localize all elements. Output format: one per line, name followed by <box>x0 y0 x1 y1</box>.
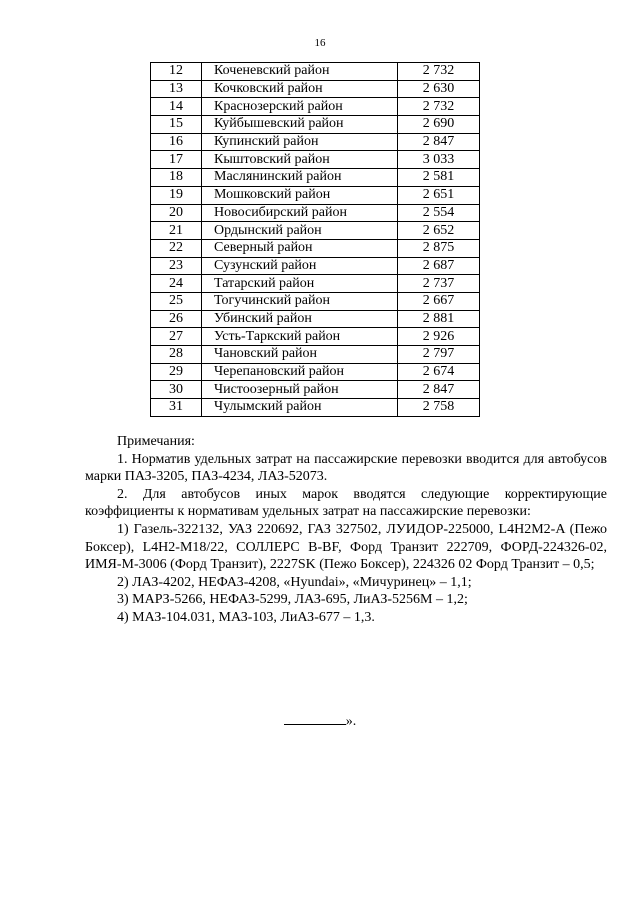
district-name-cell: Чистоозерный район <box>202 381 398 399</box>
table-row <box>151 328 480 346</box>
table-row <box>151 204 480 222</box>
district-name-cell: Ордынский район <box>202 222 398 240</box>
table-row <box>151 98 480 116</box>
rate-value-cell: 2 554 <box>398 204 480 222</box>
rate-value-cell: 2 690 <box>398 116 480 134</box>
district-rates-table <box>150 62 480 417</box>
rate-value-cell: 2 687 <box>398 257 480 275</box>
table-row <box>151 222 480 240</box>
row-number-cell: 25 <box>151 292 202 310</box>
district-name-cell: Убинский район <box>202 310 398 328</box>
district-name-cell: Черепановский район <box>202 363 398 381</box>
closing-quote: ». <box>345 714 357 729</box>
table-row <box>151 310 480 328</box>
row-number-cell: 20 <box>151 204 202 222</box>
table-row <box>151 133 480 151</box>
note-item: 1. Норматив удельных затрат на пассажирские перевозки вводится для автобусов марки ПАЗ-3205, ПАЗ-4234, ЛАЗ-52073. <box>85 451 607 485</box>
rate-value-cell: 2 674 <box>398 363 480 381</box>
rate-value-cell: 2 847 <box>398 381 480 399</box>
row-number-cell: 12 <box>151 63 202 81</box>
row-number-cell: 19 <box>151 186 202 204</box>
signature-line <box>284 710 346 725</box>
row-number-cell: 30 <box>151 381 202 399</box>
district-name-cell: Тогучинский район <box>202 292 398 310</box>
district-name-cell: Кыштовский район <box>202 151 398 169</box>
district-name-cell: Сузунский район <box>202 257 398 275</box>
district-name-cell: Чановский район <box>202 346 398 364</box>
page-number: 16 <box>314 37 326 49</box>
table-row <box>151 275 480 293</box>
row-number-cell: 24 <box>151 275 202 293</box>
table-row <box>151 151 480 169</box>
row-number-cell: 23 <box>151 257 202 275</box>
note-item: 4) МАЗ-104.031, МАЗ-103, ЛиАЗ-677 – 1,3. <box>117 609 375 625</box>
table-row <box>151 186 480 204</box>
district-name-cell: Чулымский район <box>202 399 398 417</box>
row-number-cell: 18 <box>151 169 202 187</box>
table-row <box>151 116 480 134</box>
table-row <box>151 363 480 381</box>
table-row <box>151 399 480 417</box>
district-name-cell: Мошковский район <box>202 186 398 204</box>
table-row <box>151 63 480 81</box>
table-body <box>151 63 480 417</box>
district-name-cell: Краснозерский район <box>202 98 398 116</box>
table-row <box>151 381 480 399</box>
district-name-cell: Коченевский район <box>202 63 398 81</box>
district-name-cell: Усть-Таркский район <box>202 328 398 346</box>
row-number-cell: 16 <box>151 133 202 151</box>
rate-value-cell: 2 652 <box>398 222 480 240</box>
note-item: 2. Для автобусов иных марок вводятся следующие корректирующие коэффициенты к нормативам удельных затрат на пассажирские перевозки: <box>85 486 607 520</box>
row-number-cell: 28 <box>151 346 202 364</box>
row-number-cell: 13 <box>151 80 202 98</box>
rate-value-cell: 2 732 <box>398 98 480 116</box>
district-name-cell: Купинский район <box>202 133 398 151</box>
table-row <box>151 292 480 310</box>
table-row <box>151 257 480 275</box>
table-row <box>151 239 480 257</box>
row-number-cell: 26 <box>151 310 202 328</box>
row-number-cell: 14 <box>151 98 202 116</box>
row-number-cell: 27 <box>151 328 202 346</box>
rate-value-cell: 2 926 <box>398 328 480 346</box>
rate-value-cell: 2 881 <box>398 310 480 328</box>
row-number-cell: 15 <box>151 116 202 134</box>
district-name-cell: Северный район <box>202 239 398 257</box>
rate-value-cell: 2 630 <box>398 80 480 98</box>
row-number-cell: 17 <box>151 151 202 169</box>
closing-mark <box>0 710 640 730</box>
rate-value-cell: 2 797 <box>398 346 480 364</box>
table-row <box>151 80 480 98</box>
rate-value-cell: 2 758 <box>398 399 480 417</box>
rate-value-cell: 2 732 <box>398 63 480 81</box>
district-name-cell: Новосибирский район <box>202 204 398 222</box>
rate-value-cell: 2 581 <box>398 169 480 187</box>
district-name-cell: Татарский район <box>202 275 398 293</box>
rate-value-cell: 2 667 <box>398 292 480 310</box>
row-number-cell: 22 <box>151 239 202 257</box>
row-number-cell: 31 <box>151 399 202 417</box>
note-item: 3) МАРЗ-5266, НЕФАЗ-5299, ЛАЗ-695, ЛиАЗ-5256М – 1,2; <box>117 592 468 608</box>
table-row <box>151 169 480 187</box>
notes-heading: Примечания: <box>117 434 195 449</box>
rate-value-cell: 2 847 <box>398 133 480 151</box>
rate-value-cell: 2 651 <box>398 186 480 204</box>
district-name-cell: Куйбышевский район <box>202 116 398 134</box>
notes-section <box>85 433 607 627</box>
note-item: 1) Газель-322132, УАЗ 220692, ГАЗ 327502, ЛУИДОР-225000, L4H2M2-A (Пежо Боксер), L4H2-M18/22, СОЛЛЕРС B-BF, Форд Транзит 222709, ФОРД-224326-02, ИМЯ-М-3006 (Форд Транзит), 2227SK (Пежо Боксер), 224326 02 Форд Транзит – 0,5; <box>85 521 607 573</box>
note-item: 2) ЛАЗ-4202, НЕФАЗ-4208, «Hyundai», «Мичуринец» – 1,1; <box>117 574 472 590</box>
rate-value-cell: 2 875 <box>398 239 480 257</box>
row-number-cell: 29 <box>151 363 202 381</box>
district-name-cell: Кочковский район <box>202 80 398 98</box>
rate-value-cell: 3 033 <box>398 151 480 169</box>
row-number-cell: 21 <box>151 222 202 240</box>
rate-value-cell: 2 737 <box>398 275 480 293</box>
table-row <box>151 346 480 364</box>
district-name-cell: Маслянинский район <box>202 169 398 187</box>
